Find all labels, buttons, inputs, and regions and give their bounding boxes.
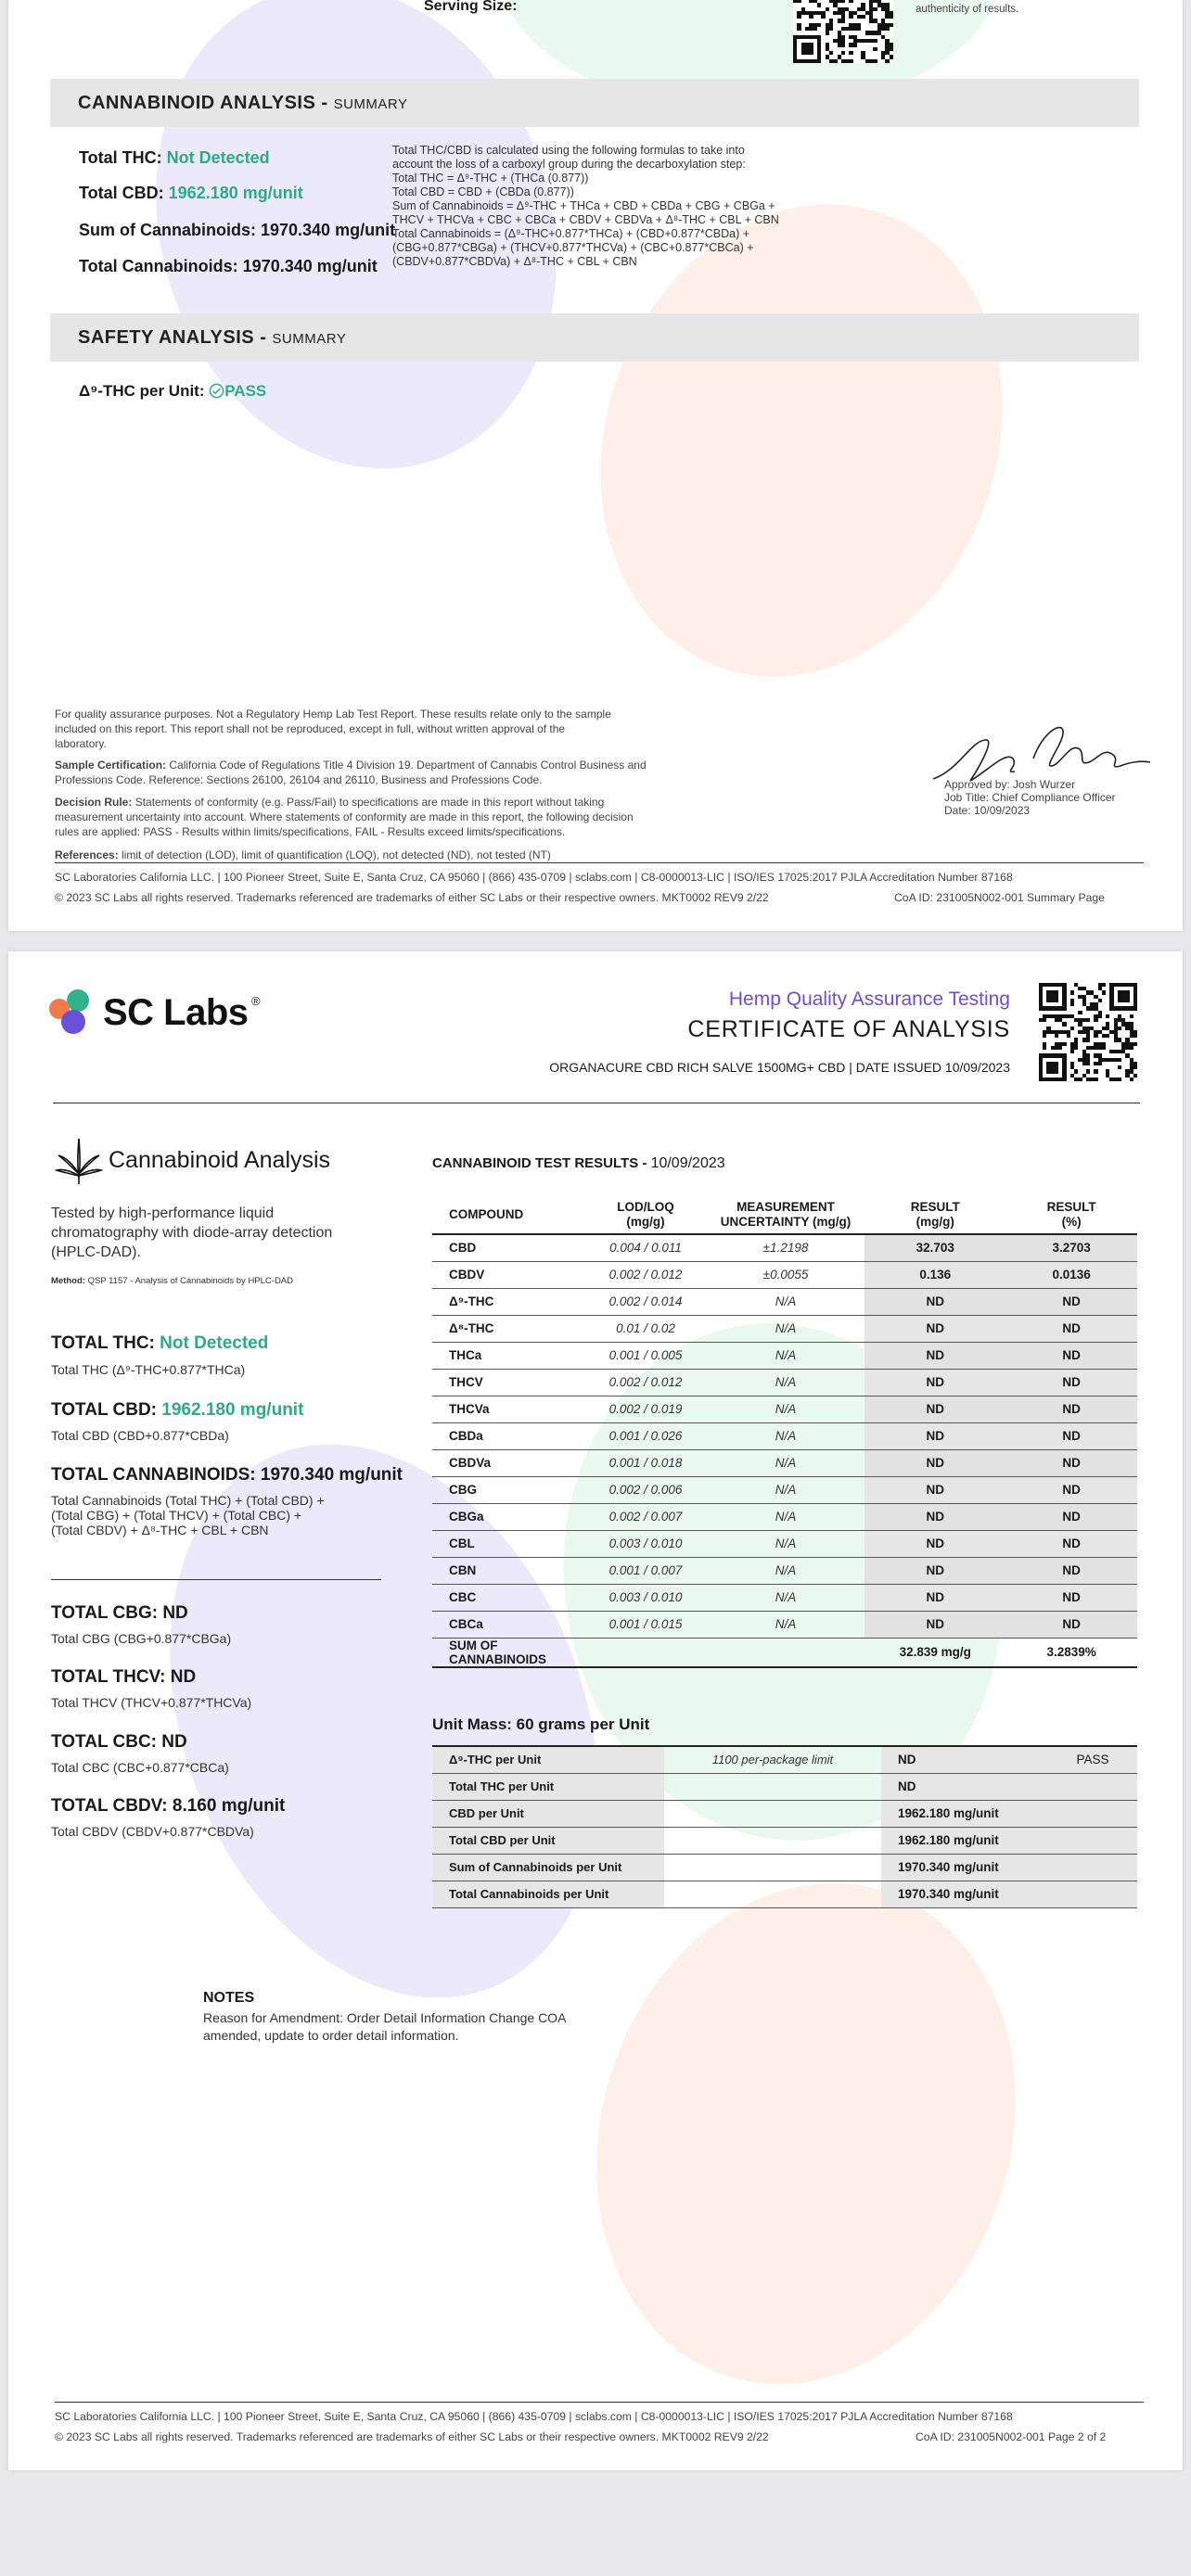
cell-lod: 0.002 / 0.019 <box>584 1396 706 1422</box>
cell-sum_label: SUM OF CANNABINOIDS <box>432 1638 584 1667</box>
cell-mu: ±0.0055 <box>707 1261 864 1288</box>
cell-label: Total Cannabinoids per Unit <box>432 1881 664 1907</box>
thc-status-value: Not Detected <box>160 1333 269 1353</box>
total-thcv-formula: Total THCV (THCV+0.877*THCVa) <box>51 1695 252 1710</box>
unit-mass-row <box>432 1854 1137 1881</box>
coa-title: CERTIFICATE OF ANALYSIS <box>687 1016 1010 1042</box>
cell-compound: CBDa <box>432 1422 584 1449</box>
table-row <box>432 1476 1137 1503</box>
cell-mu: N/A <box>707 1288 864 1315</box>
unit-mass-row <box>432 1800 1137 1827</box>
results-table-wrap <box>432 1196 1137 1668</box>
table-row <box>432 1449 1137 1476</box>
cell-compound: CBGa <box>432 1503 584 1530</box>
cell-pct: ND <box>1005 1584 1137 1611</box>
cell-compound: CBL <box>432 1530 584 1557</box>
cell-compound: CBC <box>432 1584 584 1611</box>
cell-pct: ND <box>1005 1530 1137 1557</box>
total-cbdv-heading: TOTAL CBDV: 8.160 mg/unit <box>51 1796 286 1816</box>
references: References: limit of detection (LOD), limit of quantification (LOQ), not detected (ND), not tested (NT) <box>55 848 551 861</box>
cell-value: ND <box>881 1746 1048 1773</box>
cell-status: PASS <box>1048 1746 1137 1773</box>
qr-code-icon[interactable] <box>1039 983 1137 1081</box>
unit-mass-table-wrap <box>432 1745 1137 1908</box>
cell-compound: THCV <box>432 1369 584 1396</box>
cell-result: ND <box>864 1288 1005 1315</box>
formula-line: Total CBD = CBD + (CBDa (0.877)) <box>392 185 574 198</box>
thc-status-value: Not Detected <box>166 148 270 167</box>
cell-lod: 0.001 / 0.007 <box>584 1557 706 1584</box>
cell-value: 1970.340 mg/unit <box>881 1881 1048 1907</box>
cannabinoid-summary-header <box>50 79 1139 127</box>
cell-value: 1962.180 mg/unit <box>881 1827 1048 1854</box>
cell-compound: CBDV <box>432 1261 584 1288</box>
results-title: CANNABINOID TEST RESULTS - 10/09/2023 <box>432 1155 725 1171</box>
cell-pct: ND <box>1005 1288 1137 1315</box>
total-thcv-heading: TOTAL THCV: ND <box>51 1667 197 1687</box>
cannabinoid-analysis-title: Cannabinoid Analysis <box>109 1147 331 1173</box>
cell-mu: ±1.2198 <box>707 1234 864 1261</box>
table-row <box>432 1342 1137 1369</box>
footer-divider <box>55 2402 1144 2403</box>
cell-compound: THCVa <box>432 1396 584 1422</box>
cell-label: CBD per Unit <box>432 1800 664 1827</box>
cell-result: ND <box>864 1315 1005 1342</box>
formula-line: account the loss of a carboxyl group during the decarboxylation step: <box>392 158 746 171</box>
cell-status <box>1048 1827 1137 1854</box>
approval-date: Date: 10/09/2023 <box>944 804 1031 817</box>
table-row <box>432 1288 1137 1315</box>
total-cannabinoids-heading: TOTAL CANNABINOIDS: 1970.340 mg/unit <box>51 1465 403 1485</box>
cell-mu: N/A <box>707 1449 864 1476</box>
cell-pct: ND <box>1005 1557 1137 1584</box>
cell-mu: N/A <box>707 1611 864 1638</box>
cell-lod: 0.002 / 0.007 <box>584 1503 706 1530</box>
cell-pct: ND <box>1005 1422 1137 1449</box>
col-result-mg: RESULT (mg/g) <box>864 1196 1005 1234</box>
formula-line: (CBDV+0.877*CBDVa) + Δ⁸-THC + CBL + CBN <box>392 255 637 268</box>
cell-pct: ND <box>1005 1342 1137 1369</box>
unit-mass-title: Unit Mass: 60 grams per Unit <box>432 1715 650 1733</box>
summary-total-cannabinoids: Total Cannabinoids: 1970.340 mg/unit <box>79 257 378 275</box>
footer-coa-id: CoA ID: 231005N002-001 Page 2 of 2 <box>916 2430 1107 2443</box>
cell-mu: N/A <box>707 1396 864 1422</box>
cell-empty <box>707 1638 864 1667</box>
footer-coa-id: CoA ID: 231005N002-001 Summary Page <box>894 891 1105 904</box>
cell-label: Sum of Cannabinoids per Unit <box>432 1854 664 1881</box>
total-cbd-formula: Total CBD (CBD+0.877*CBDa) <box>51 1428 229 1443</box>
section-subtitle: SUMMARY <box>272 331 347 347</box>
formula-line: Total THC = Δ⁹-THC + (THCa (0.877)) <box>392 172 589 185</box>
section-title: SAFETY ANALYSIS - <box>78 327 273 348</box>
cell-status <box>1048 1800 1137 1827</box>
cell-mu: N/A <box>707 1584 864 1611</box>
cell-limit <box>664 1854 881 1881</box>
cannabis-leaf-icon <box>55 1137 103 1185</box>
cell-result: 0.136 <box>864 1261 1005 1288</box>
formula-line: (Total CBDV) + Δ⁸-THC + CBL + CBN <box>51 1523 269 1537</box>
formula-line: (Total CBG) + (Total THCV) + (Total CBC) + <box>51 1508 302 1523</box>
cell-status <box>1048 1854 1137 1881</box>
certificate-page <box>8 951 1183 2470</box>
approved-by: Approved by: Josh Wurzer <box>944 778 1076 791</box>
total-cbg-formula: Total CBG (CBG+0.877*CBGa) <box>51 1631 232 1646</box>
footer-address: SC Laboratories California LLC. | 100 Pioneer Street, Suite E, Santa Cruz, CA 95060 | (866) 435-0709 | sclabs.com | C8-0000013-LIC | ISO/IES 17025:2017 PJLA Accreditation Number 87168 <box>55 871 1013 884</box>
job-title: Job Title: Chief Compliance Officer <box>944 791 1116 804</box>
cell-compound: CBDVa <box>432 1449 584 1476</box>
total-cbd-heading: TOTAL CBD: 1962.180 mg/unit <box>51 1400 304 1420</box>
cell-value: 1970.340 mg/unit <box>881 1854 1048 1881</box>
cell-mu: N/A <box>707 1342 864 1369</box>
footer-divider <box>55 862 1144 863</box>
pass-badge: PASS <box>209 382 266 400</box>
table-header-row <box>432 1196 1137 1234</box>
formula-line: THCV + THCVa + CBC + CBCa + CBDV + CBDVa + Δ⁸-THC + CBL + CBN <box>392 213 779 226</box>
cbd-value: 1962.180 mg/unit <box>168 184 303 202</box>
cell-compound: CBG <box>432 1476 584 1503</box>
summary-sum-cannabinoids: Sum of Cannabinoids: 1970.340 mg/unit <box>79 221 396 239</box>
sum-row <box>432 1638 1137 1667</box>
total-cbg-heading: TOTAL CBG: ND <box>51 1603 188 1623</box>
cell-pct: 3.2703 <box>1005 1234 1137 1261</box>
footer-copyright: © 2023 SC Labs all rights reserved. Trademarks referenced are trademarks of either SC Labs or their respective owners. MKT0002 REV9 2/22 <box>55 2430 769 2443</box>
section-title: CANNABINOID ANALYSIS - <box>78 93 334 113</box>
cell-lod: 0.004 / 0.011 <box>584 1234 706 1261</box>
cannabinoid-results-table <box>432 1196 1137 1668</box>
cell-result: ND <box>864 1611 1005 1638</box>
cell-label: Total CBD per Unit <box>432 1827 664 1854</box>
cell-lod: 0.003 / 0.010 <box>584 1584 706 1611</box>
cell-mu: N/A <box>707 1369 864 1396</box>
serving-size-label: Serving Size: <box>424 0 518 14</box>
cell-lod: 0.002 / 0.012 <box>584 1261 706 1288</box>
table-row <box>432 1530 1137 1557</box>
unit-mass-row <box>432 1746 1137 1773</box>
cell-compound: Δ⁹-THC <box>432 1288 584 1315</box>
decision-rule: Decision Rule: Statements of conformity (e.g. Pass/Fail) to specifications are made in this report without taking measurement uncertainty into account. Where statements of conformity are made in this report, the following decision rules are applied: PASS - Results within limits/specifications, FAIL - Results exceed limits/specifications. <box>55 796 634 838</box>
footer-address: SC Laboratories California LLC. | 100 Pioneer Street, Suite E, Santa Cruz, CA 95060 | (866) 435-0709 | sclabs.com | C8-0000013-LIC | ISO/IES 17025:2017 PJLA Accreditation Number 87168 <box>55 2410 1013 2423</box>
table-row <box>432 1234 1137 1261</box>
formula-line: Total THC/CBD is calculated using the following formulas to take into <box>392 144 745 157</box>
cell-pct: 0.0136 <box>1005 1261 1137 1288</box>
formula-line: Total Cannabinoids = (Δ⁹-THC+0.877*THCa) + (CBD+0.877*CBDa) + <box>392 227 750 240</box>
col-lod-loq: LOD/LOQ (mg/g) <box>584 1196 706 1234</box>
table-row <box>432 1422 1137 1449</box>
cell-lod: 0.01 / 0.02 <box>584 1315 706 1342</box>
section-subtitle: SUMMARY <box>333 96 408 112</box>
cell-mu: N/A <box>707 1476 864 1503</box>
table-row <box>432 1584 1137 1611</box>
notes-line: amended, update to order detail information. <box>203 2028 459 2043</box>
qr-code-icon[interactable] <box>793 0 893 63</box>
cell-lod: 0.002 / 0.006 <box>584 1476 706 1503</box>
cell-result: ND <box>864 1369 1005 1396</box>
method-description: Tested by high-performance liquid chromatography with diode-array detection (HPLC-DAD). <box>51 1205 333 1260</box>
cbd-value: 1962.180 mg/unit <box>161 1400 304 1420</box>
cell-lod: 0.001 / 0.026 <box>584 1422 706 1449</box>
unit-mass-row <box>432 1827 1137 1854</box>
sc-labs-logo-icon <box>45 987 97 1039</box>
cell-mu: N/A <box>707 1503 864 1530</box>
cell-lod: 0.001 / 0.005 <box>584 1342 706 1369</box>
cell-value: ND <box>881 1773 1048 1800</box>
cell-empty <box>584 1638 706 1667</box>
cell-compound: Δ⁸-THC <box>432 1315 584 1342</box>
table-row <box>432 1503 1137 1530</box>
total-thc-heading: TOTAL THC: Not Detected <box>51 1333 269 1353</box>
total-thc-formula: Total THC (Δ⁹-THC+0.877*THCa) <box>51 1362 246 1377</box>
cell-pct: ND <box>1005 1611 1137 1638</box>
summary-page <box>8 0 1183 931</box>
cell-pct: ND <box>1005 1315 1137 1342</box>
cell-label: Total THC per Unit <box>432 1773 664 1800</box>
cell-result: ND <box>864 1557 1005 1584</box>
cell-lod: 0.001 / 0.015 <box>584 1611 706 1638</box>
cell-compound: CBD <box>432 1234 584 1261</box>
table-row <box>432 1396 1137 1422</box>
cell-label: Δ⁹-THC per Unit <box>432 1746 664 1773</box>
formula-line: Total Cannabinoids (Total THC) + (Total CBD) + <box>51 1493 325 1508</box>
unit-mass-table <box>432 1745 1137 1908</box>
total-cbc-heading: TOTAL CBC: ND <box>51 1732 187 1752</box>
cell-result: ND <box>864 1503 1005 1530</box>
cell-result: ND <box>864 1584 1005 1611</box>
cell-limit: 1100 per-package limit <box>664 1746 881 1773</box>
table-row <box>432 1611 1137 1638</box>
authenticity-text: authenticity of results. <box>916 4 1019 15</box>
cell-limit <box>664 1800 881 1827</box>
check-circle-icon <box>209 383 224 399</box>
table-row <box>432 1369 1137 1396</box>
unit-mass-row <box>432 1773 1137 1800</box>
cell-lod: 0.001 / 0.018 <box>584 1449 706 1476</box>
cell-mu: N/A <box>707 1422 864 1449</box>
cell-pct: ND <box>1005 1476 1137 1503</box>
cell-sum_result: 32.839 mg/g <box>864 1638 1005 1667</box>
cell-result: ND <box>864 1476 1005 1503</box>
cell-pct: ND <box>1005 1449 1137 1476</box>
cell-result: ND <box>864 1422 1005 1449</box>
sample-certification: Sample Certification: California Code of Regulations Title 4 Division 19. Department of Cannabis Control Business and Professions Code. Reference: Sections 26100, 26104 and 26110, Business and Professions Code. <box>55 759 647 786</box>
safety-item-d9-thc: Δ⁹-THC per Unit: PASS <box>79 382 267 400</box>
cell-pct: ND <box>1005 1503 1137 1530</box>
notes-title: NOTES <box>203 1990 255 2006</box>
decorative-blob-peach <box>533 1828 1079 2439</box>
cell-result: 32.703 <box>864 1234 1005 1261</box>
footer-copyright: © 2023 SC Labs all rights reserved. Trademarks referenced are trademarks of either SC Labs or their respective owners. MKT0002 REV9 2/22 <box>55 891 769 904</box>
cell-mu: N/A <box>707 1557 864 1584</box>
cell-result: ND <box>864 1530 1005 1557</box>
formula-line: (CBG+0.877*CBGa) + (THCV+0.877*THCVa) + (CBC+0.877*CBCa) + <box>392 241 754 254</box>
cell-compound: CBN <box>432 1557 584 1584</box>
table-row <box>432 1315 1137 1342</box>
qa-disclaimer: For quality assurance purposes. Not a Regulatory Hemp Lab Test Report. These results relate only to the sample included on this report. This report shall not be reproduced, except in full, without written approval of the laboratory. <box>55 708 611 750</box>
total-cannabinoids-formula <box>51 1493 325 1537</box>
cell-sum_pct: 3.2839% <box>1005 1638 1137 1667</box>
summary-total-cbd: Total CBD: 1962.180 mg/unit <box>79 184 303 202</box>
cell-lod: 0.002 / 0.014 <box>584 1288 706 1315</box>
table-row <box>432 1557 1137 1584</box>
notes-text <box>203 2009 566 2045</box>
cell-value: 1962.180 mg/unit <box>881 1800 1048 1827</box>
unit-mass-row <box>432 1881 1137 1907</box>
cell-compound: CBCa <box>432 1611 584 1638</box>
cell-result: ND <box>864 1396 1005 1422</box>
cell-pct: ND <box>1005 1396 1137 1422</box>
cell-mu: N/A <box>707 1530 864 1557</box>
safety-summary-header <box>50 313 1139 362</box>
cell-mu: N/A <box>707 1315 864 1342</box>
product-line: ORGANACURE CBD RICH SALVE 1500MG+ CBD | DATE ISSUED 10/09/2023 <box>549 1060 1010 1075</box>
cell-limit <box>664 1881 881 1907</box>
table-row <box>432 1261 1137 1288</box>
col-result-pct: RESULT (%) <box>1005 1196 1137 1234</box>
summary-total-thc: Total THC: Not Detected <box>79 148 270 167</box>
cell-result: ND <box>864 1449 1005 1476</box>
formula-line: Sum of Cannabinoids = Δ⁹-THC + THCa + CBD + CBDa + CBG + CBGa + <box>392 199 775 212</box>
cell-lod: 0.003 / 0.010 <box>584 1530 706 1557</box>
method-ref: Method: QSP 1157 - Analysis of Cannabinoids by HPLC-DAD <box>51 1276 294 1286</box>
cell-limit <box>664 1773 881 1800</box>
cell-limit <box>664 1827 881 1854</box>
cell-status <box>1048 1881 1137 1907</box>
left-divider <box>51 1579 381 1580</box>
cell-pct: ND <box>1005 1369 1137 1396</box>
sc-labs-logo: SC Labs ® <box>45 987 324 1042</box>
col-uncertainty: MEASUREMENT UNCERTAINTY (mg/g) <box>707 1196 864 1234</box>
notes-line: Reason for Amendment: Order Detail Information Change COA <box>203 2010 567 2025</box>
total-cbc-formula: Total CBC (CBC+0.877*CBCa) <box>51 1760 229 1775</box>
cell-lod: 0.002 / 0.012 <box>584 1369 706 1396</box>
cell-compound: THCa <box>432 1342 584 1369</box>
formula-text <box>392 144 819 269</box>
hemp-qa-title: Hemp Quality Assurance Testing <box>728 988 1010 1010</box>
cell-status <box>1048 1773 1137 1800</box>
col-compound: COMPOUND <box>432 1196 584 1234</box>
cell-result: ND <box>864 1342 1005 1369</box>
total-cbdv-formula: Total CBDV (CBDV+0.877*CBDVa) <box>51 1824 254 1839</box>
